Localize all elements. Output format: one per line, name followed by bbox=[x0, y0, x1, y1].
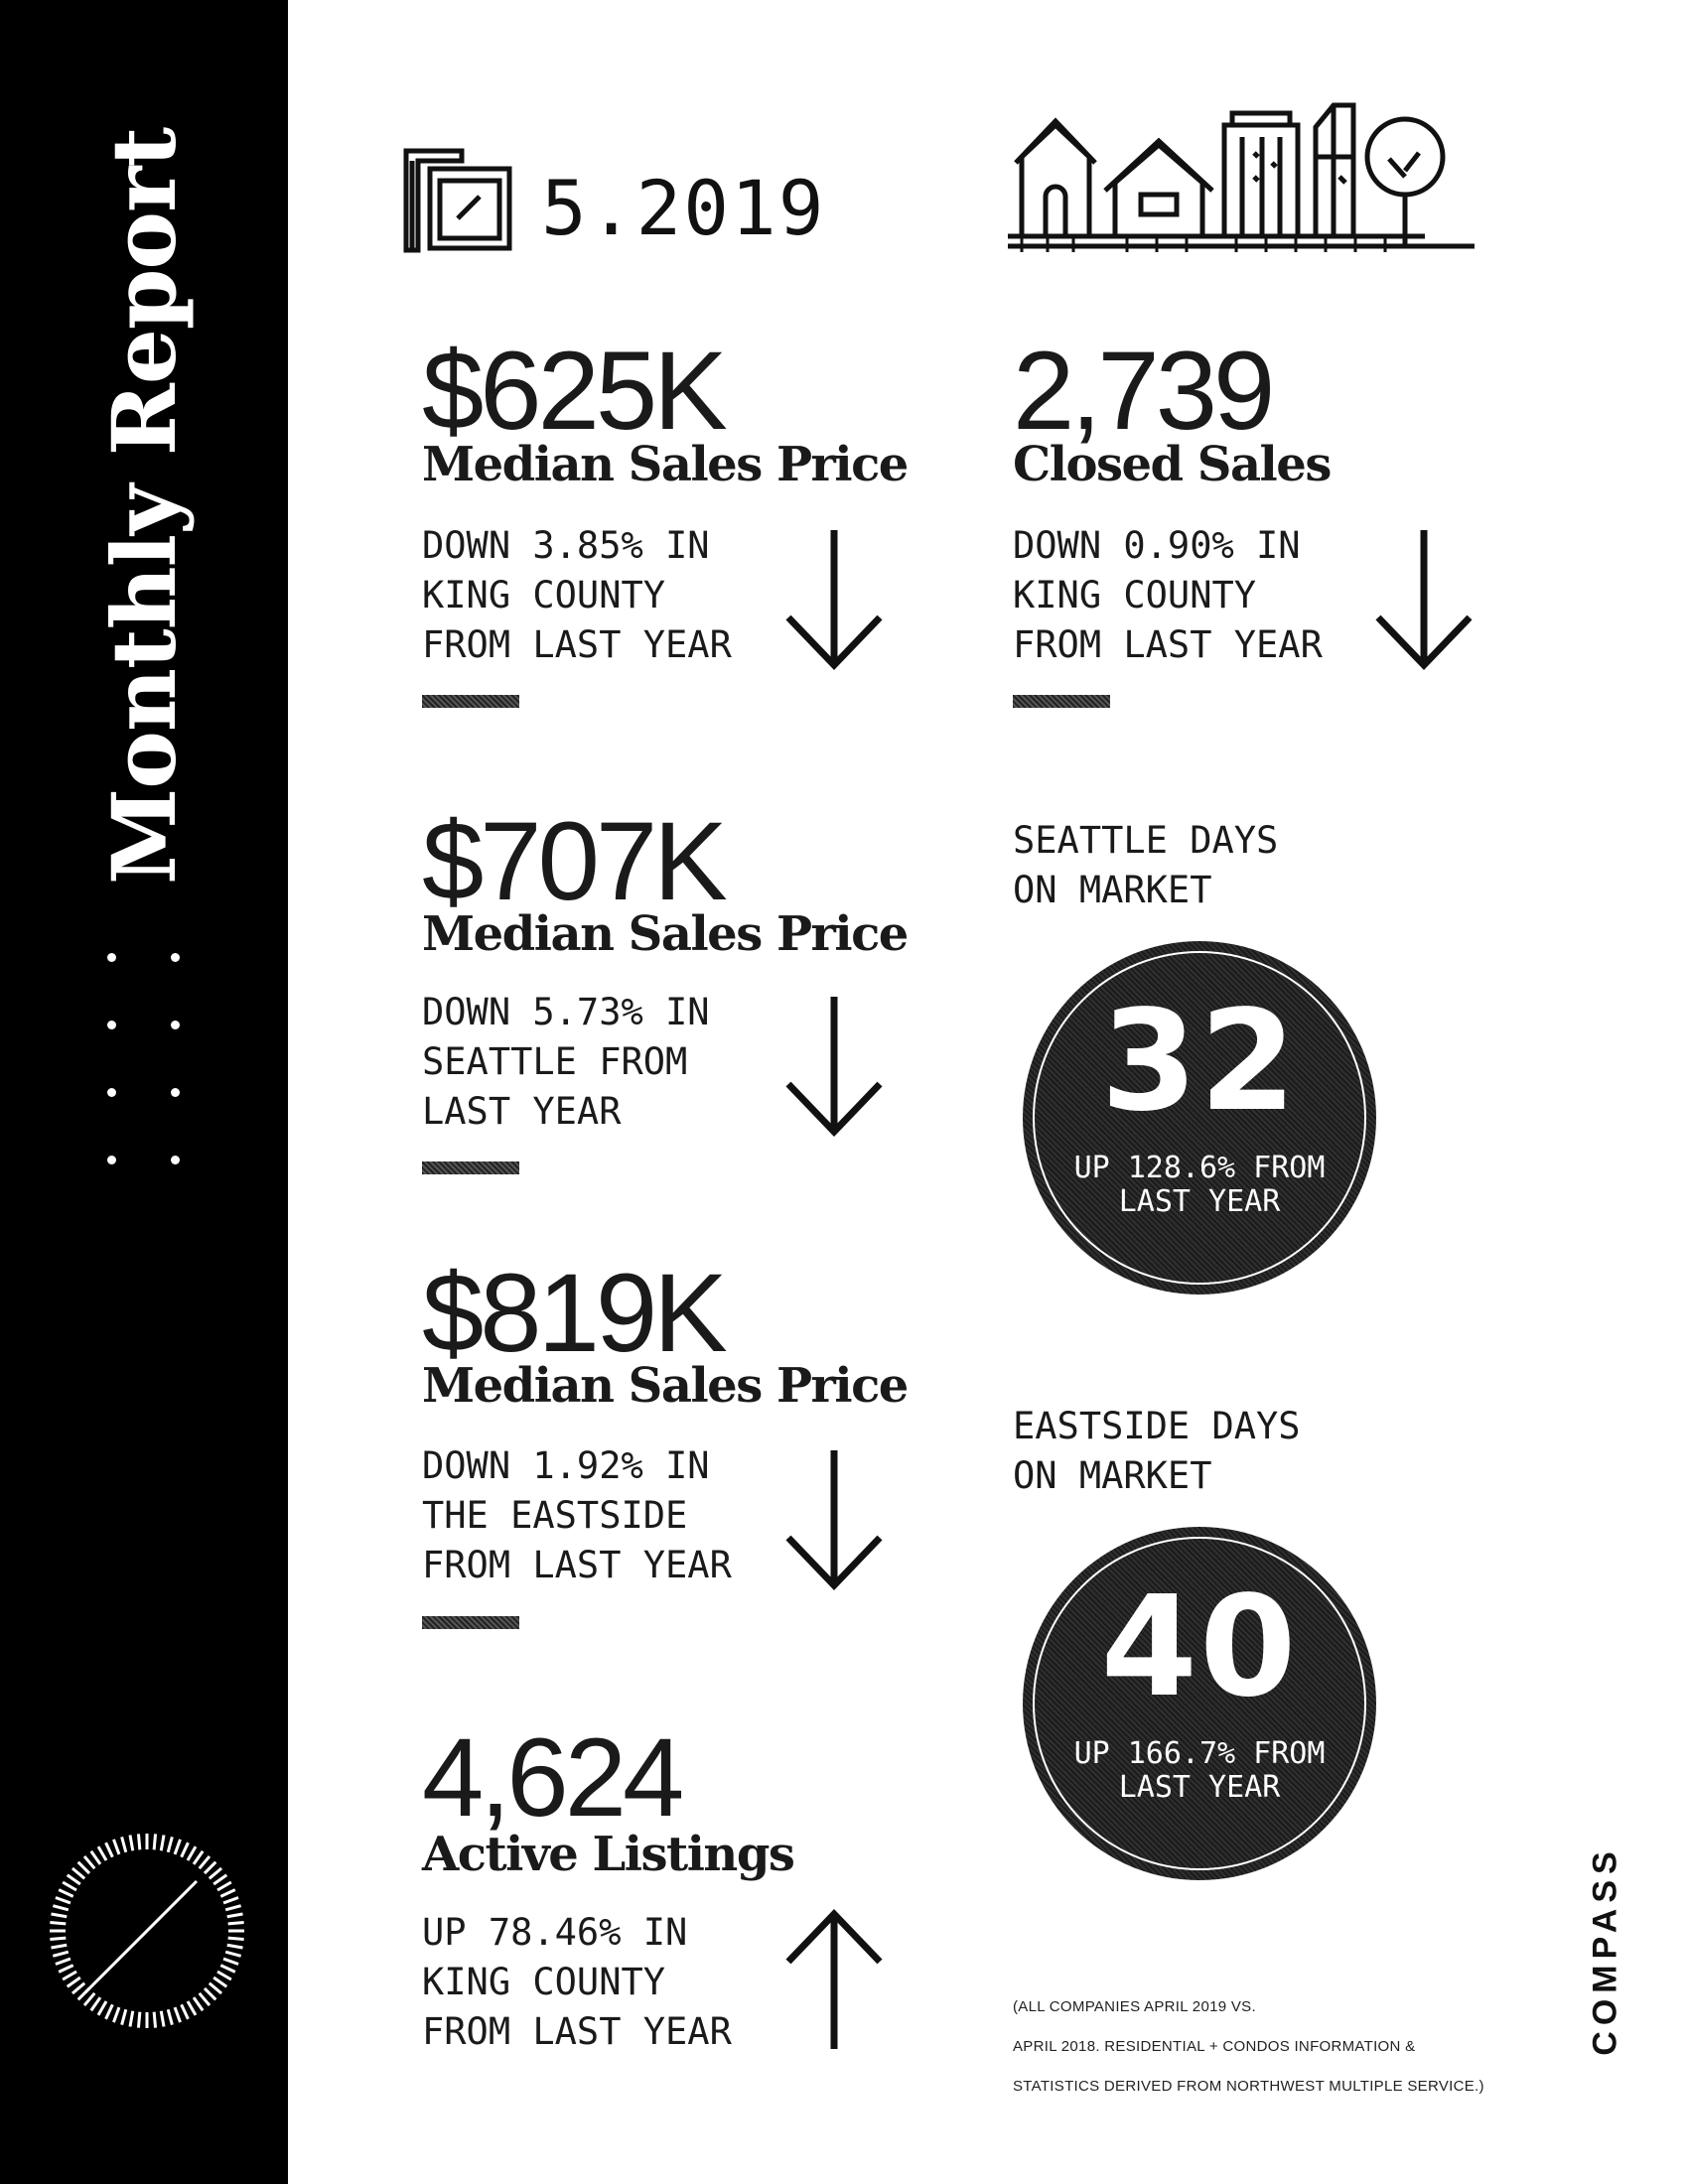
arrow-down-icon bbox=[782, 1446, 886, 1595]
report-title: Monthly Report bbox=[92, 127, 196, 886]
arrow-down-icon bbox=[782, 993, 886, 1142]
eastside-median-price-label: Median Sales Price bbox=[422, 1358, 908, 1414]
arrow-up-icon bbox=[782, 1904, 886, 2053]
seattle-median-price-change: DOWN 5.73% IN SEATTLE FROM LAST YEAR bbox=[422, 991, 710, 1133]
seattle-dom-number: 32 bbox=[1100, 981, 1299, 1143]
active-listings-change: UP 78.46% IN KING COUNTY FROM LAST YEAR bbox=[422, 1911, 732, 2053]
eastside-dom-heading: EASTSIDE DAYS ON MARKET bbox=[1013, 1405, 1301, 1497]
houses-row-icon bbox=[1008, 97, 1475, 256]
divider-dash bbox=[422, 1161, 519, 1174]
active-listings-label: Active Listings bbox=[422, 1827, 794, 1882]
active-listings-value: 4,624 bbox=[422, 1715, 681, 1840]
divider-dash bbox=[422, 695, 519, 708]
eastside-dom-badge bbox=[1023, 1527, 1376, 1880]
eastside-median-price-change: DOWN 1.92% IN THE EASTSIDE FROM LAST YEAR bbox=[422, 1444, 732, 1586]
king-median-price-label: Median Sales Price bbox=[422, 437, 908, 492]
arrow-down-icon bbox=[1372, 526, 1476, 675]
eastside-median-price-value: $819K bbox=[422, 1251, 724, 1375]
sidebar bbox=[0, 0, 288, 2184]
divider-dash bbox=[1013, 695, 1110, 708]
king-median-price-value: $625K bbox=[422, 329, 724, 453]
seattle-median-price-label: Median Sales Price bbox=[422, 906, 908, 962]
eastside-dom-number: 40 bbox=[1100, 1567, 1299, 1728]
eastside-dom-change: UP 166.7% FROM LAST YEAR bbox=[1073, 1736, 1326, 1805]
closed-sales-change: DOWN 0.90% IN KING COUNTY FROM LAST YEAR bbox=[1013, 524, 1323, 666]
seattle-dom-change: UP 128.6% FROM LAST YEAR bbox=[1073, 1151, 1326, 1219]
seattle-dom-heading: SEATTLE DAYS ON MARKET bbox=[1013, 819, 1279, 911]
footnote: (ALL COMPANIES APRIL 2019 VS. APRIL 2018. RESIDENTIAL + CONDOS INFORMATION & STATISTICS DERIVED FROM NORTHWEST MULTIPLE SERVICE.) bbox=[1013, 1998, 1484, 2095]
divider-dash bbox=[422, 1616, 519, 1629]
report-date: 5.2019 bbox=[541, 164, 826, 252]
compass-dial-icon bbox=[48, 1832, 246, 2030]
seattle-median-price-value: $707K bbox=[422, 799, 724, 923]
arrow-down-icon bbox=[782, 526, 886, 675]
calendar-tear-icon bbox=[402, 147, 516, 254]
king-median-price-change: DOWN 3.85% IN KING COUNTY FROM LAST YEAR bbox=[422, 524, 732, 666]
closed-sales-value: 2,739 bbox=[1013, 329, 1272, 453]
closed-sales-label: Closed Sales bbox=[1013, 437, 1331, 492]
dot-grid-icon bbox=[107, 953, 183, 1171]
seattle-dom-badge bbox=[1023, 941, 1376, 1295]
compass-logo: COMPASS bbox=[1586, 1845, 1624, 2056]
